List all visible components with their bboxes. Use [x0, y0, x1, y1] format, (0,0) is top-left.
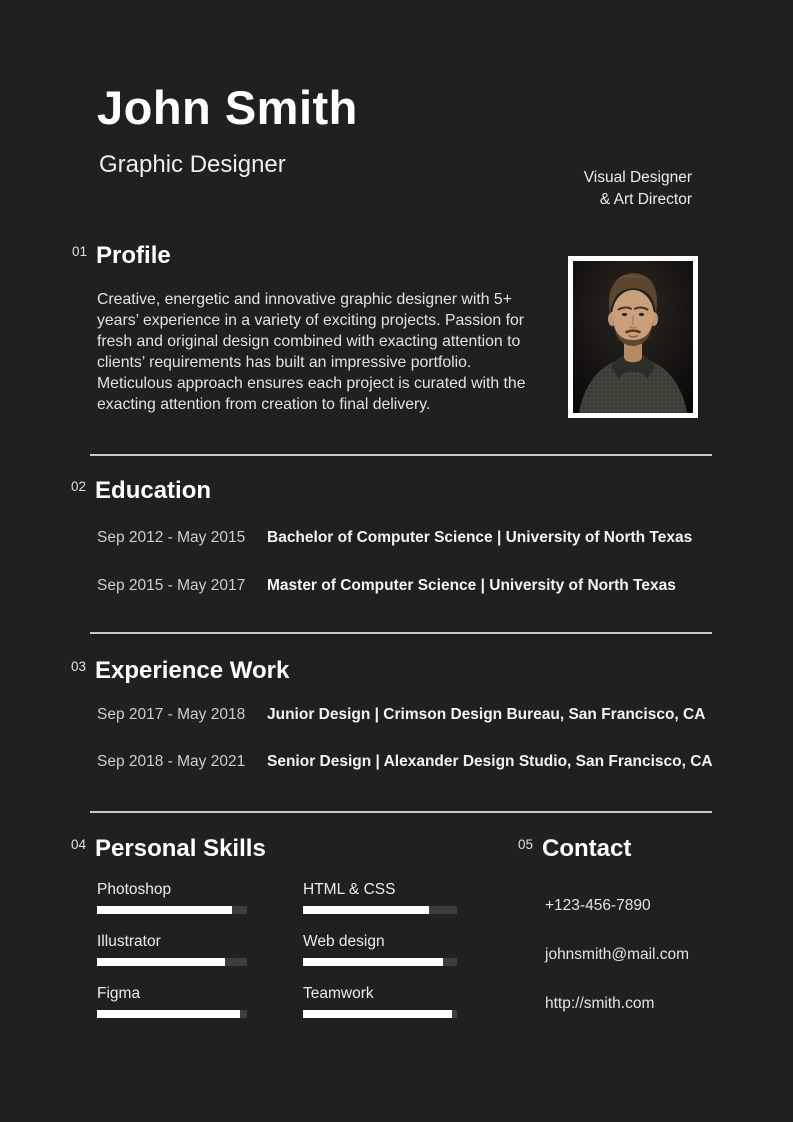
skill-label: Photoshop	[97, 881, 172, 898]
contact-list	[545, 897, 689, 1044]
skill-label: Teamwork	[303, 985, 374, 1002]
person-tagline	[584, 167, 692, 210]
skill-label: Illustrator	[97, 933, 161, 950]
skill-item	[303, 933, 457, 966]
contact-website[interactable]: http://smith.com	[545, 995, 655, 1012]
skill-item	[97, 985, 247, 1018]
person-job-title: Graphic Designer	[99, 151, 286, 178]
skill-item	[97, 933, 247, 966]
contact-phone[interactable]: +123-456-7890	[545, 897, 651, 914]
experience-row	[97, 706, 705, 724]
experience-section-heading	[71, 658, 289, 684]
skill-progress-fill	[97, 1010, 240, 1018]
skill-progress-fill	[303, 1010, 452, 1018]
experience-role: Senior Design | Alexander Design Studio, San Francisco, CA	[267, 753, 713, 770]
tagline-line-1: Visual Designer	[583, 169, 692, 186]
portrait-photo-illustration	[573, 261, 693, 413]
profile-section-heading	[72, 243, 171, 269]
education-degree: Bachelor of Computer Science | University of North Texas	[267, 529, 693, 546]
contact-section-heading	[518, 836, 631, 862]
education-row	[97, 529, 692, 547]
skill-label: HTML & CSS	[303, 881, 396, 898]
skill-progress-bar	[97, 1010, 247, 1018]
education-section-number: 02	[71, 479, 87, 494]
education-date: Sep 2015 - May 2017	[97, 577, 246, 594]
skill-progress-bar	[97, 958, 247, 966]
skill-item	[303, 881, 457, 914]
skill-progress-fill	[97, 906, 232, 914]
education-section-title: Education	[95, 477, 212, 504]
contact-section-number: 05	[518, 837, 534, 852]
experience-section-title: Experience Work	[95, 657, 290, 684]
skill-progress-fill	[97, 958, 225, 966]
education-date: Sep 2012 - May 2015	[97, 529, 246, 546]
profile-section-number: 01	[72, 244, 88, 259]
skill-item	[303, 985, 457, 1018]
skill-label: Figma	[97, 985, 141, 1002]
education-section-heading	[71, 478, 211, 504]
skills-section-title: Personal Skills	[95, 835, 266, 862]
experience-date: Sep 2017 - May 2018	[97, 706, 246, 723]
profile-summary-text: Creative, energetic and innovative graphic designer with 5+ years’ experience in a variety of exciting projects. Passion for fresh and original design combined with exacting attention to clients’ requirements has built an impressive portfolio. Meticulous approach ensures each project is curated with the exacting attention from creation to final delivery.	[97, 291, 526, 413]
contact-section-title: Contact	[542, 835, 632, 862]
skills-grid	[97, 881, 457, 1018]
education-row	[97, 577, 676, 595]
skills-section-heading	[71, 836, 266, 862]
skill-label: Web design	[303, 933, 385, 950]
skill-progress-fill	[303, 906, 429, 914]
experience-row	[97, 753, 713, 771]
profile-section-title: Profile	[96, 242, 171, 269]
skill-progress-bar	[303, 958, 457, 966]
skill-item	[97, 881, 247, 914]
person-name: John Smith	[97, 81, 358, 134]
education-degree: Master of Computer Science | University of North Texas	[267, 577, 676, 594]
skills-section-number: 04	[71, 837, 87, 852]
tagline-line-2: & Art Director	[599, 190, 692, 208]
section-divider	[90, 632, 712, 634]
skill-progress-bar	[303, 1010, 457, 1018]
skill-progress-bar	[303, 906, 457, 914]
experience-section-number: 03	[71, 659, 87, 674]
portrait-photo	[568, 256, 698, 418]
experience-role: Junior Design | Crimson Design Bureau, San Francisco, CA	[267, 706, 706, 723]
section-divider	[90, 454, 712, 456]
contact-email[interactable]: johnsmith@mail.com	[545, 946, 690, 963]
skill-progress-bar	[97, 906, 247, 914]
experience-date: Sep 2018 - May 2021	[97, 753, 246, 770]
section-divider	[90, 811, 712, 813]
skill-progress-fill	[303, 958, 443, 966]
